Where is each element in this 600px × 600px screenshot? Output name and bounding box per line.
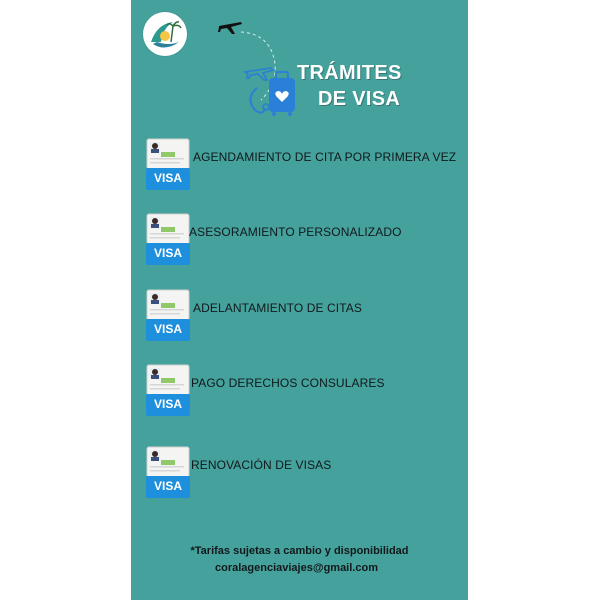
visa-badge-label: VISA (153, 397, 182, 411)
title-line-2: DE VISA (318, 88, 401, 110)
service-label: ADELANTAMIENTO DE CITAS (193, 301, 362, 315)
service-item (145, 364, 465, 416)
service-item (145, 213, 465, 265)
visa-badge-label: VISA (153, 479, 182, 493)
page-title (297, 60, 402, 112)
contact-email[interactable]: coralagenciaviajes@gmail.com (215, 562, 378, 574)
service-label: ASESORAMIENTO PERSONALIZADO (189, 225, 402, 239)
visa-badge-label: VISA (153, 171, 182, 185)
visa-badge-label: VISA (153, 246, 182, 260)
service-item (145, 446, 465, 498)
title-line-1: TRÁMITES (297, 62, 402, 84)
suitcase-heart-icon (241, 58, 301, 120)
service-item (145, 289, 465, 341)
rates-disclaimer: *Tarifas sujetas a cambio y disponibilidad (190, 545, 409, 557)
service-label: RENOVACIÓN DE VISAS (191, 458, 332, 472)
visa-services-poster (131, 0, 468, 600)
visa-badge-label: VISA (153, 322, 182, 336)
service-label: PAGO DERECHOS CONSULARES (191, 376, 385, 390)
palm-island-logo-icon (143, 12, 187, 56)
service-label: AGENDAMIENTO DE CITA POR PRIMERA VEZ (193, 150, 457, 164)
agency-logo (143, 12, 187, 56)
service-item (145, 138, 465, 190)
